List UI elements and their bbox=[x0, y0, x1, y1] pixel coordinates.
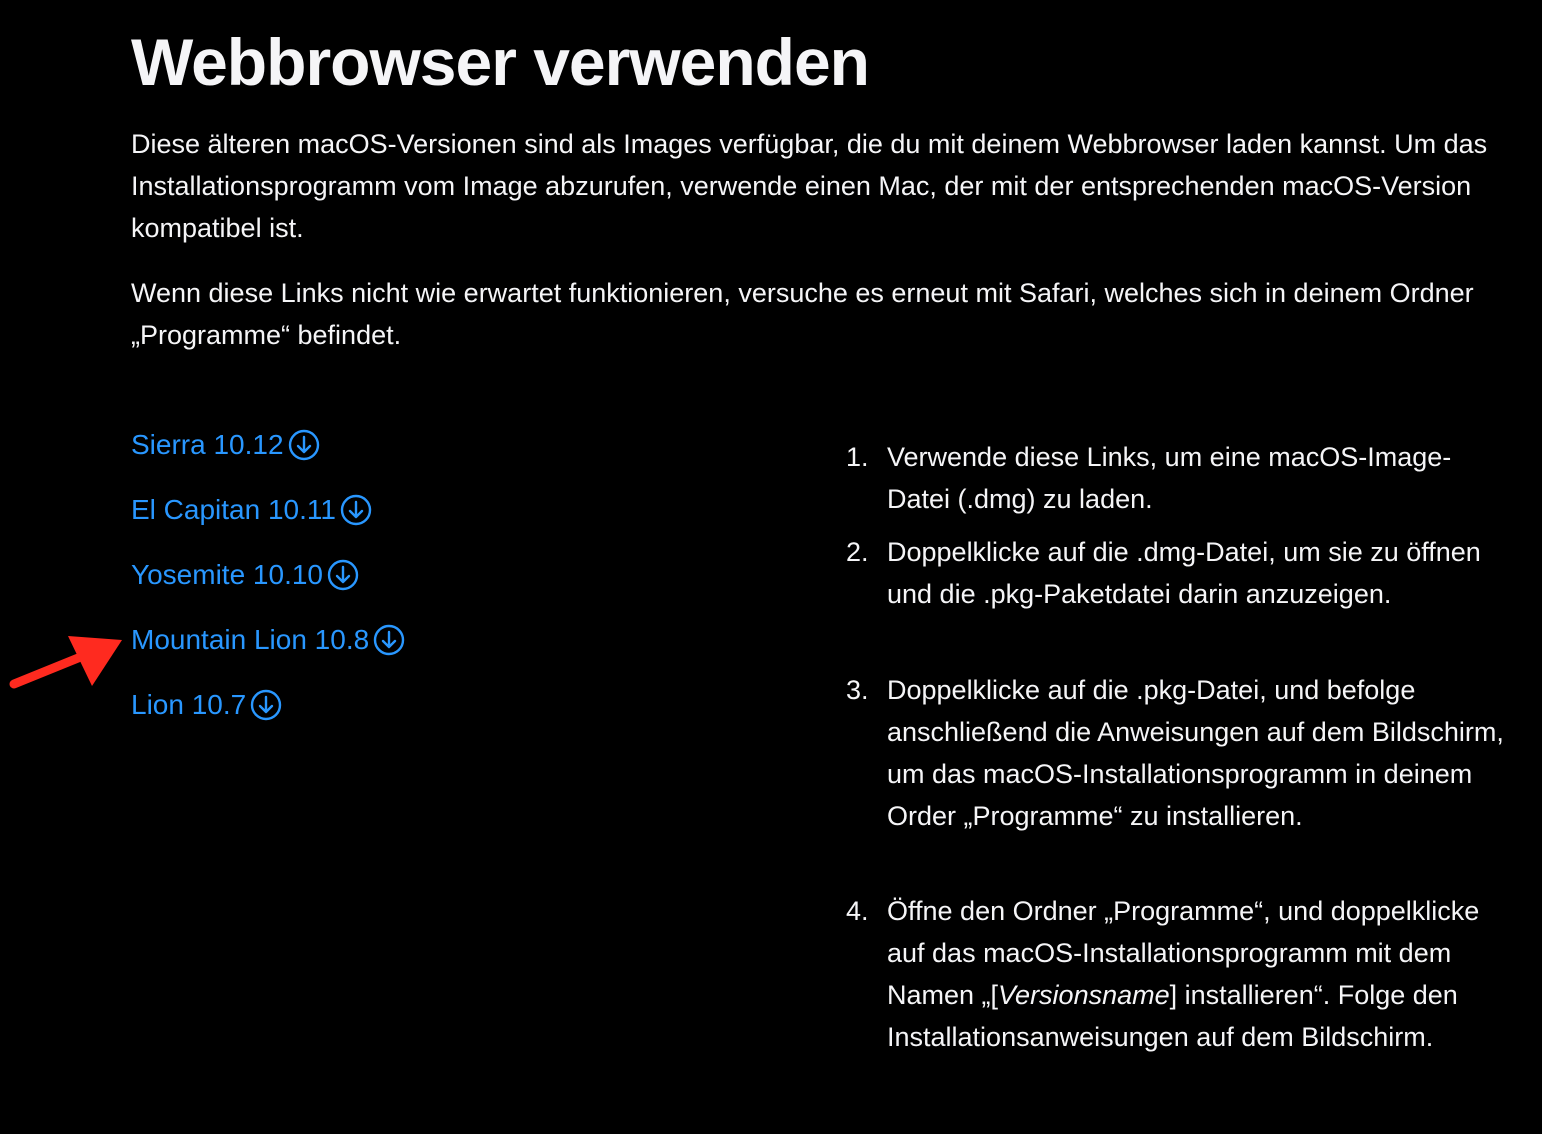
instruction-step bbox=[846, 436, 1506, 531]
download-link-label: Lion 10.7 bbox=[131, 689, 247, 720]
download-link-label: Sierra 10.12 bbox=[131, 429, 284, 460]
download-circle-icon bbox=[327, 559, 359, 591]
download-item-mountain-lion bbox=[131, 618, 405, 683]
step-number: 1. bbox=[846, 442, 869, 472]
instruction-step bbox=[846, 531, 1506, 669]
step-text-part: Öffne den Ordner „Programme“, und doppelklicke auf das macOS-Installationsprogramm mit dem Namen „[ bbox=[887, 896, 1480, 1010]
step-text bbox=[887, 896, 1479, 1052]
download-link-label: Mountain Lion 10.8 bbox=[131, 624, 370, 655]
download-link-sierra[interactable] bbox=[131, 423, 320, 467]
download-circle-icon bbox=[373, 624, 405, 656]
download-item-sierra bbox=[131, 423, 405, 488]
download-link-label: El Capitan 10.11 bbox=[131, 494, 336, 525]
download-item-lion bbox=[131, 683, 405, 748]
download-item-el-capitan bbox=[131, 488, 405, 553]
step-text: Doppelklicke auf die .dmg-Datei, um sie zu öffnen und die .pkg-Paketdatei darin anzuzeigen. bbox=[887, 537, 1481, 609]
instructions-list bbox=[846, 436, 1506, 1100]
download-link-el-capitan[interactable] bbox=[131, 488, 372, 532]
instruction-step bbox=[846, 669, 1506, 890]
download-list bbox=[131, 423, 405, 748]
instruction-step bbox=[846, 890, 1506, 1100]
page-title: Webbrowser verwenden bbox=[131, 25, 870, 99]
step-text: Doppelklicke auf die .pkg-Datei, und befolge anschließend die Anweisungen auf dem Bildschirm, um das macOS-Installationsprogramm in deinem Order „Programme“ zu installieren. bbox=[887, 675, 1504, 831]
intro-paragraph: Diese älteren macOS-Versionen sind als Images verfügbar, die du mit deinem Webbrowser laden kannst. Um das Installationsprogramm vom Image abzurufen, verwende einen Mac, der mit der entsprechenden macOS-Version kompatibel ist. bbox=[131, 129, 1488, 243]
step-number: 3. bbox=[846, 675, 869, 705]
download-link-mountain-lion[interactable] bbox=[131, 618, 405, 662]
version-name-placeholder: Versionsname bbox=[998, 980, 1170, 1010]
download-link-label: Yosemite 10.10 bbox=[131, 559, 323, 590]
download-item-yosemite bbox=[131, 553, 405, 618]
step-text: Verwende diese Links, um eine macOS-Image-Datei (.dmg) zu laden. bbox=[887, 442, 1452, 514]
download-link-lion[interactable] bbox=[131, 683, 282, 727]
step-number: 2. bbox=[846, 537, 869, 567]
step-text-part: ] installieren“. Folge den Installationsanweisungen auf dem Bildschirm. bbox=[887, 980, 1458, 1052]
safari-note-paragraph: Wenn diese Links nicht wie erwartet funktionieren, versuche es erneut mit Safari, welches sich in deinem Ordner „Programme“ befindet. bbox=[131, 278, 1474, 350]
download-link-yosemite[interactable] bbox=[131, 553, 359, 597]
download-circle-icon bbox=[340, 494, 372, 526]
download-circle-icon bbox=[288, 429, 320, 461]
step-number: 4. bbox=[846, 896, 869, 926]
download-circle-icon bbox=[250, 689, 282, 721]
red-arrow-icon bbox=[8, 632, 126, 694]
